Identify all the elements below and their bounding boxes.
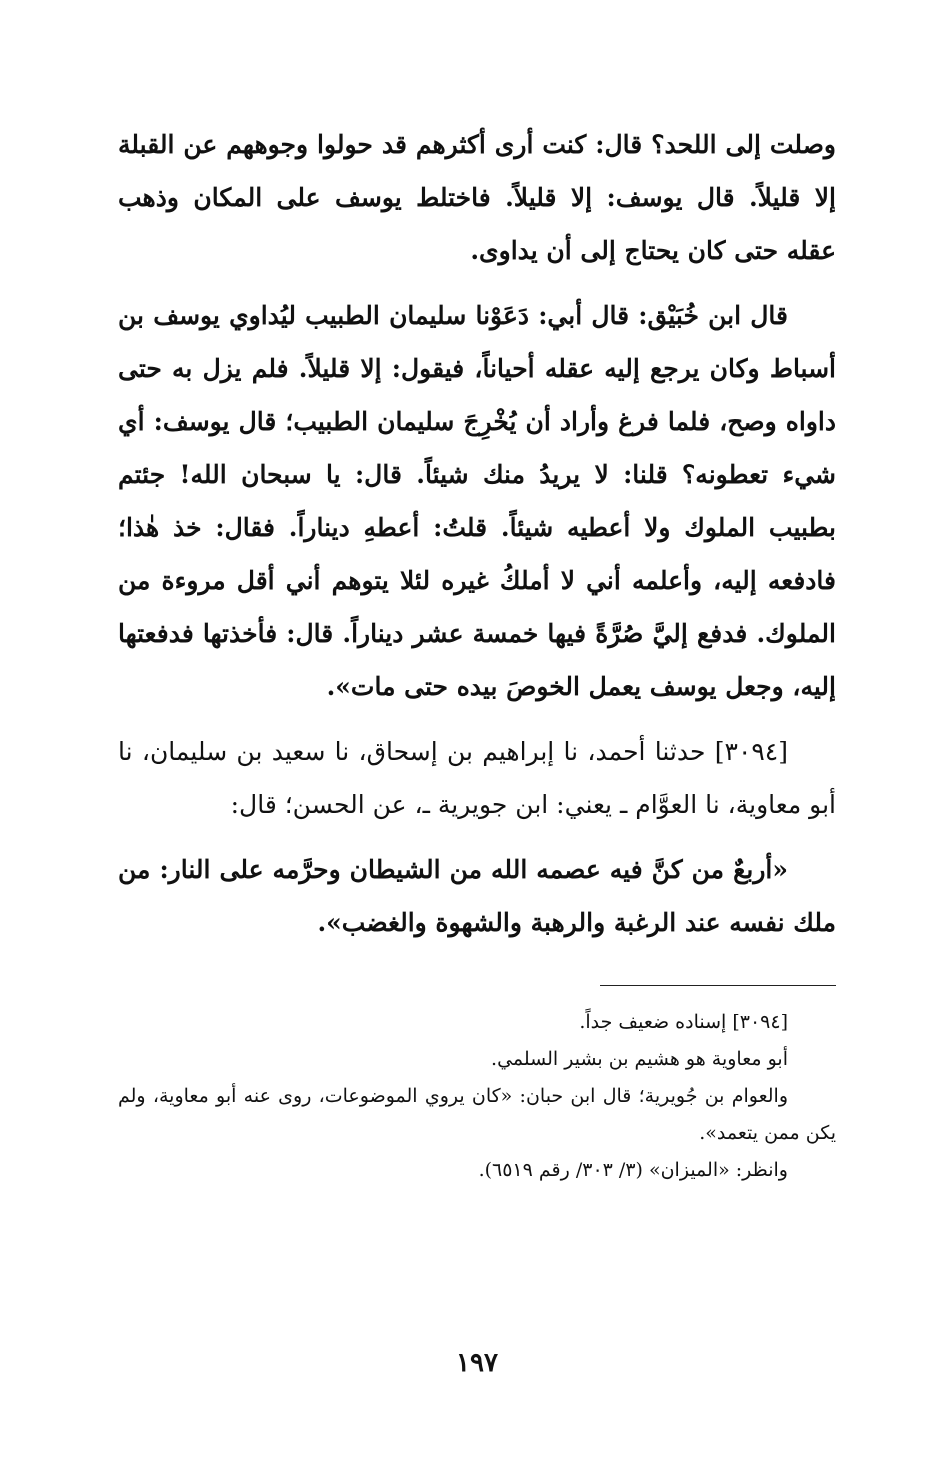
footnote-narrator-abu-muawiya: أبو معاوية هو هشيم بن بشير السلمي. — [491, 1048, 788, 1070]
main-text — [118, 118, 836, 949]
footnote-reference: وانظر: «الميزان» (٣/ ٣٠٣/ رقم ٦٥١٩). — [478, 1159, 788, 1181]
paragraph-ibn-khubayq: قال ابن خُبَيْق: قال أبي: دَعَوْنا سليمان الطبيب ليُداوي يوسف بن أسباط وكان يرجع إليه عقله أحياناً، فيقول: إلا قليلاً. فلم يزل به حتى داواه وصح، فلما فرغ وأراد أن يُخْرِجَ سليمان الطبيب؛ قال يوسف: أي شيء تعطونه؟ قلنا: لا يريدُ منك شيئاً. قال: يا سبحان الله! جئتم بطبيب الملوك ولا أعطيه شيئاً. قلتُ: أعطهِ ديناراً. فقال: خذ هٰذا؛ فادفعه إليه، وأعلمه أني لا أملكُ غيره لئلا يتوهم أني أقل مروءة من الملوك. فدفع إليَّ صُرَّةً فيها خمسة عشر ديناراً. قال: فأخذتها فدفعتها إليه، وجعل يوسف يعمل الخوصَ بيده حتى مات». — [118, 301, 836, 701]
footnote-divider — [600, 985, 836, 986]
paragraph-hadith-text: «أربعٌ من كنَّ فيه عصمه الله من الشيطان وحرَّمه على النار: من ملك نفسه عند الرغبة والرهبة والشهوة والغضب». — [118, 855, 836, 937]
page-number: ١٩٧ — [456, 1348, 498, 1378]
book-page — [118, 118, 836, 1418]
footnote-grading: [٣٠٩٤] إسناده ضعيف جداً. — [579, 1011, 788, 1033]
paragraph-hadith-isnad: [٣٠٩٤] حدثنا أحمد، نا إبراهيم بن إسحاق، نا سعيد بن سليمان، نا أبو معاوية، نا العوَّام ـ يعني: ابن جويرية ـ، عن الحسن؛ قال: — [118, 737, 836, 819]
footnote-narrator-awwam: والعوام بن جُويرية؛ قال ابن حبان: «كان يروي الموضوعات، روى عنه أبو معاوية، ولم يكن ممن يتعمد». — [118, 1085, 836, 1144]
footnotes — [118, 1004, 836, 1189]
paragraph-continuation: وصلت إلى اللحد؟ قال: كنت أرى أكثرهم قد حولوا وجوههم عن القبلة إلا قليلاً. قال يوسف: إلا قليلاً. فاختلط يوسف على المكان وذهب عقله حتى كان يحتاج إلى أن يداوى. — [118, 130, 836, 265]
